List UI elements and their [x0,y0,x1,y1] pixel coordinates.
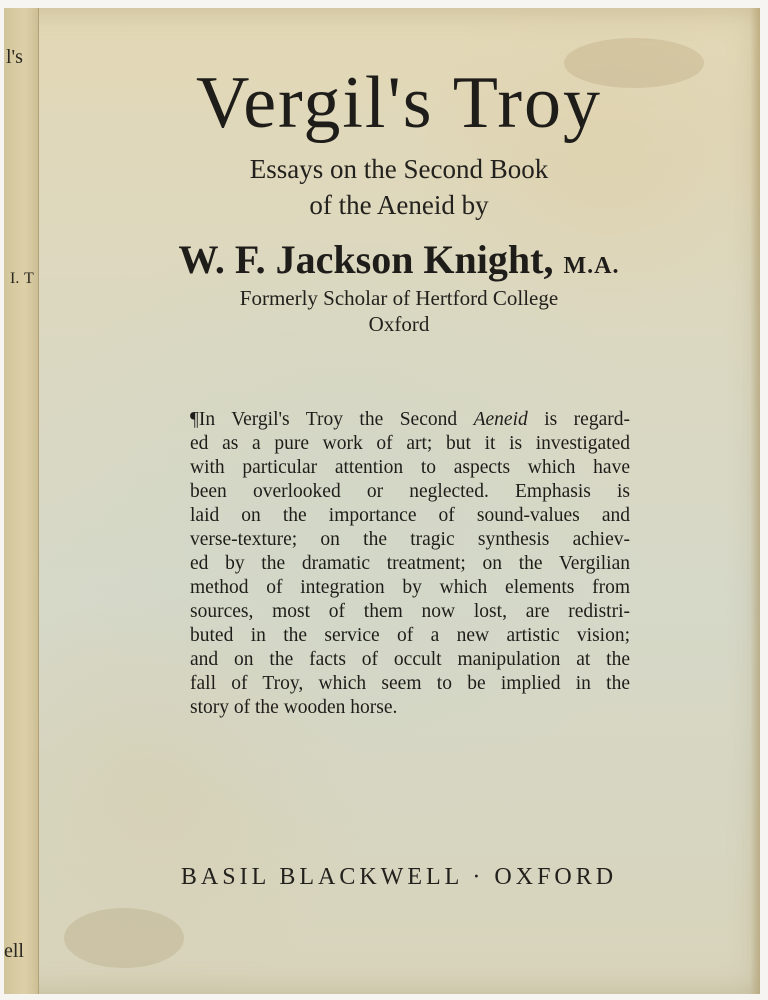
blurb-line: ed as a pure work of art; but it is investigated [190,433,630,454]
blurb-line: fall of Troy, which seem to be implied in the [190,673,630,694]
blurb-line: method of integration by which elements from [190,577,630,598]
spine-publisher-fragment: ell [4,940,24,962]
blurb-line: and on the facts of occult manipulation at the [190,649,630,670]
book-subtitle-line-2: of the Aeneid by [309,190,489,220]
blurb-line: buted in the service of a new artistic vision; [190,625,630,646]
jacket-stain [64,908,184,968]
affiliation-line-1: Formerly Scholar of Hertford College [239,286,559,310]
spine-edge [4,8,39,994]
affiliation-line-2: Oxford [368,312,430,336]
blurb-paragraph [190,408,630,720]
blurb-line: ed by the dramatic treatment; on the Vergilian [190,553,630,574]
publisher-imprint: BASIL BLACKWELL · OXFORD [180,864,618,890]
spine-author-fragment-2: T [24,270,34,287]
author-degree: M.A. [563,253,620,279]
book-subtitle-line-1: Essays on the Second Book [249,154,549,184]
blurb-line: laid on the importance of sound-values and [190,505,630,526]
spine-title-fragment: l's [6,46,23,68]
blurb-line: ¶In Vergil's Troy the Second Aeneid is regard- [190,409,630,430]
blurb-line: with particular attention to aspects which have [190,457,630,478]
spine-author-fragment: I. [10,270,20,287]
blurb-line: been overlooked or neglected. Emphasis is [190,481,630,502]
blurb-italic-word: Aeneid [473,409,528,430]
blurb-line: verse-texture; on the tragic synthesis achiev- [190,529,630,550]
dust-jacket-front [4,8,760,994]
blurb-line: story of the wooden horse. [190,697,398,718]
author-line [38,237,760,282]
blurb-line: sources, most of them now lost, are redistri- [190,601,630,622]
book-title: Vergil's Troy [195,62,603,144]
author-name: W. F. Jackson Knight, [178,237,554,282]
